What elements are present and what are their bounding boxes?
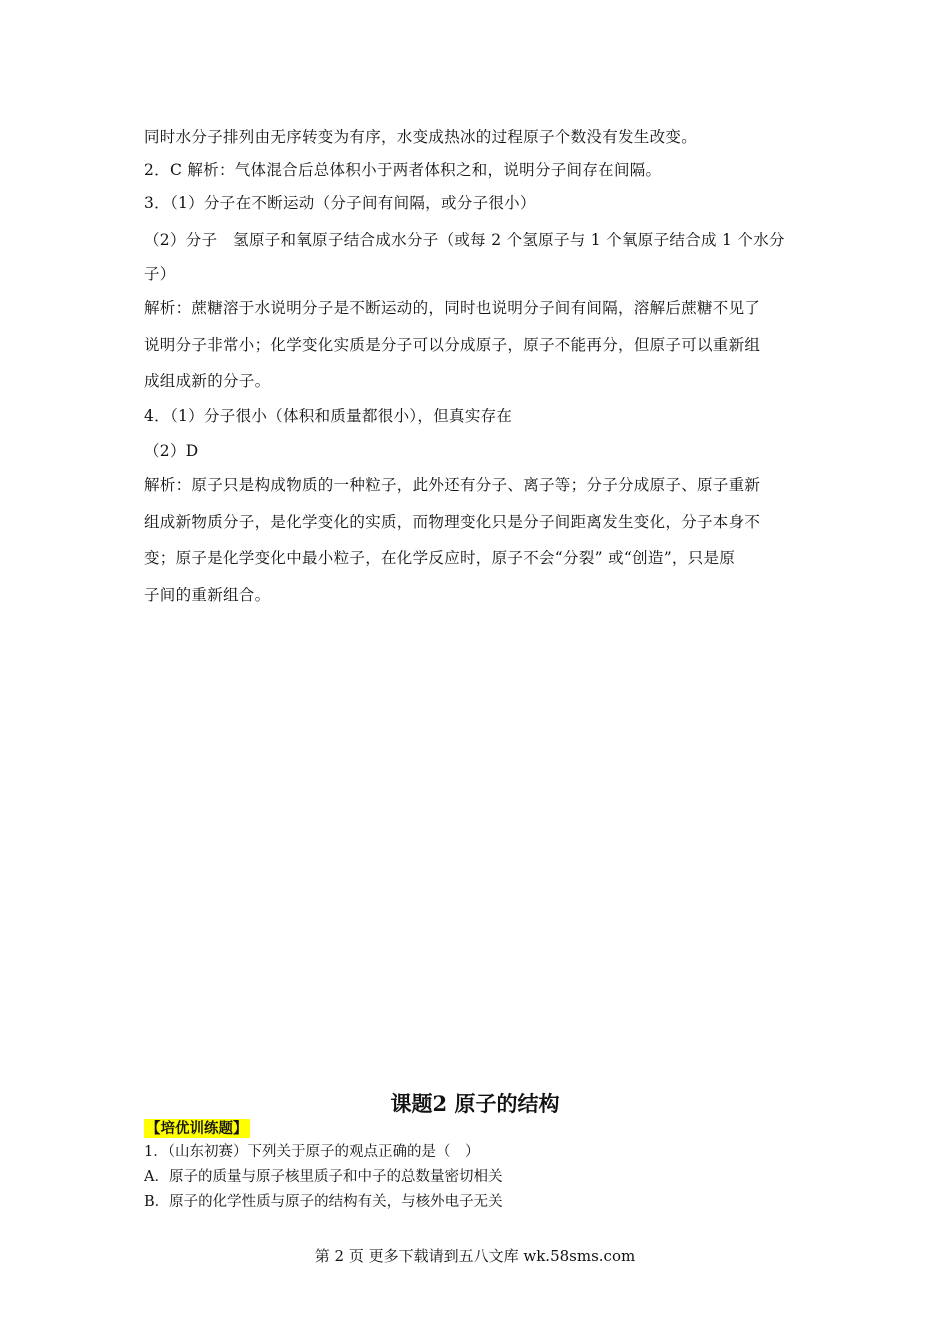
answer-line: 成组成新的分子。: [144, 372, 271, 390]
answer-line: 2．C 解析：气体混合后总体积小于两者体积之和，说明分子间存在间隔。: [144, 161, 662, 179]
answer-line: 解析：原子只是构成物质的一种粒子，此外还有分子、离子等；分子分成原子、原子重新: [144, 476, 761, 494]
option-b: B．原子的化学性质与原子的结构有关，与核外电子无关: [144, 1194, 503, 1210]
answer-line: 4．（1）分子很小（体积和质量都很小），但真实存在: [144, 407, 513, 425]
answer-line: 同时水分子排列由无序转变为有序，水变成热冰的过程原子个数没有发生改变。: [144, 128, 698, 146]
answer-line: 子间的重新组合。: [144, 586, 271, 604]
answer-line: 说明分子非常小；化学变化实质是分子可以分成原子，原子不能再分，但原子可以重新组: [144, 336, 761, 354]
page-footer: 第 2 页 更多下载请到五八文库 wk.58sms.com: [314, 1247, 636, 1265]
section-title: 课题2 原子的结构: [390, 1091, 560, 1116]
answer-line: （2）D: [144, 442, 199, 460]
training-tag: 【培优训练题】: [146, 1120, 248, 1137]
answer-line: （2）分子 氢原子和氧原子结合成水分子（或每 2 个氢原子与 1 个氧原子结合成 1 个水分: [144, 231, 785, 249]
answer-line: 3．（1）分子在不断运动（分子间有间隔，或分子很小）: [144, 194, 536, 212]
answer-line: 解析：蔗糖溶于水说明分子是不断运动的，同时也说明分子间有间隔，溶解后蔗糖不见了: [144, 299, 761, 317]
answer-line: 组成新物质分子，是化学变化的实质，而物理变化只是分子间距离发生变化，分子本身不: [144, 513, 761, 531]
question-1: 1．（山东初赛）下列关于原子的观点正确的是（ ）: [144, 1144, 480, 1160]
option-a: A．原子的质量与原子核里质子和中子的总数量密切相关: [144, 1169, 503, 1185]
answer-line: 子）: [144, 265, 176, 283]
answer-line: 变；原子是化学变化中最小粒子，在化学反应时，原子不会“分裂” 或“创造”，只是原: [144, 549, 736, 567]
